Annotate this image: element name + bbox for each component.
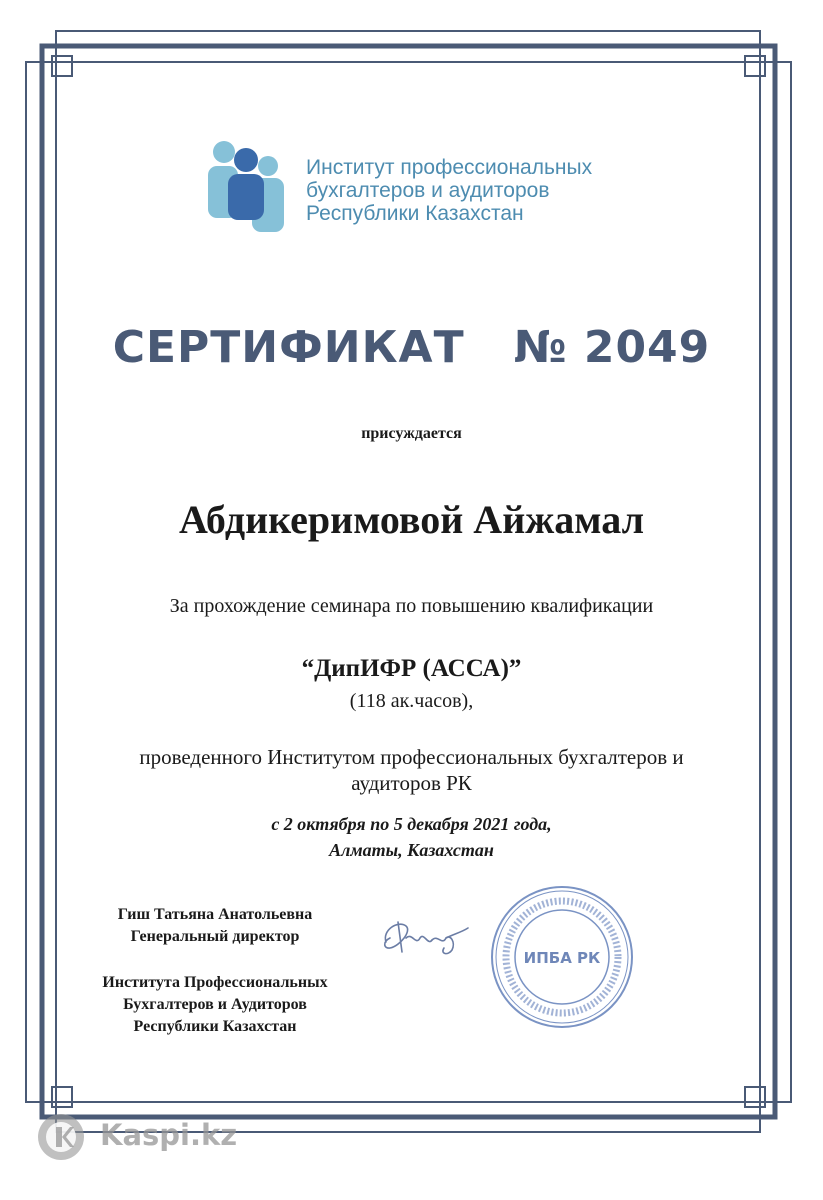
certificate-title: СЕРТИФИКАТ № 2049 <box>112 322 711 373</box>
conducted-by-line: аудиторов РК <box>351 771 472 795</box>
signatory-organization <box>60 972 370 1038</box>
institute-name-line: Республики Казахстан <box>306 202 524 225</box>
signatory-name: Гиш Татьяна Анатольевна <box>117 906 313 923</box>
course-place: Алматы, Казахстан <box>329 840 494 860</box>
course-hours: (118 ак.часов), <box>349 690 474 712</box>
award-reason: За прохождение семинара по повышению квалификации <box>169 595 654 617</box>
institute-name-line: Институт профессиональных <box>306 156 593 179</box>
stamp-text: ИПБА РК <box>523 949 601 967</box>
kaspi-watermark <box>36 1112 276 1162</box>
institute-name-line: бухгалтеров и аудиторов <box>306 179 550 202</box>
people-logo-icon <box>208 138 288 234</box>
institute-name <box>306 156 592 225</box>
organization-line: Института Профессиональных <box>102 974 328 991</box>
conducted-by-line: проведенного Институтом профессиональных бухгалтеров и <box>139 745 684 769</box>
organization-line: Республики Казахстан <box>133 1018 297 1035</box>
awarded-label: присуждается <box>361 425 462 442</box>
kaspi-logo-icon <box>36 1112 86 1162</box>
course-name: “ДипИФР (АССА)” <box>301 655 522 682</box>
signatory-block <box>60 904 370 948</box>
organization-line: Бухгалтеров и Аудиторов <box>123 996 307 1013</box>
signatory-position: Генеральный директор <box>130 928 300 945</box>
recipient-name: Абдикеримовой Айжамал <box>178 497 645 542</box>
watermark-text: Kaspi.kz <box>100 1118 238 1152</box>
stamp-seal-icon <box>489 884 635 1030</box>
signature-icon <box>376 912 472 960</box>
course-dates: с 2 октября по 5 декабря 2021 года, <box>271 814 552 834</box>
